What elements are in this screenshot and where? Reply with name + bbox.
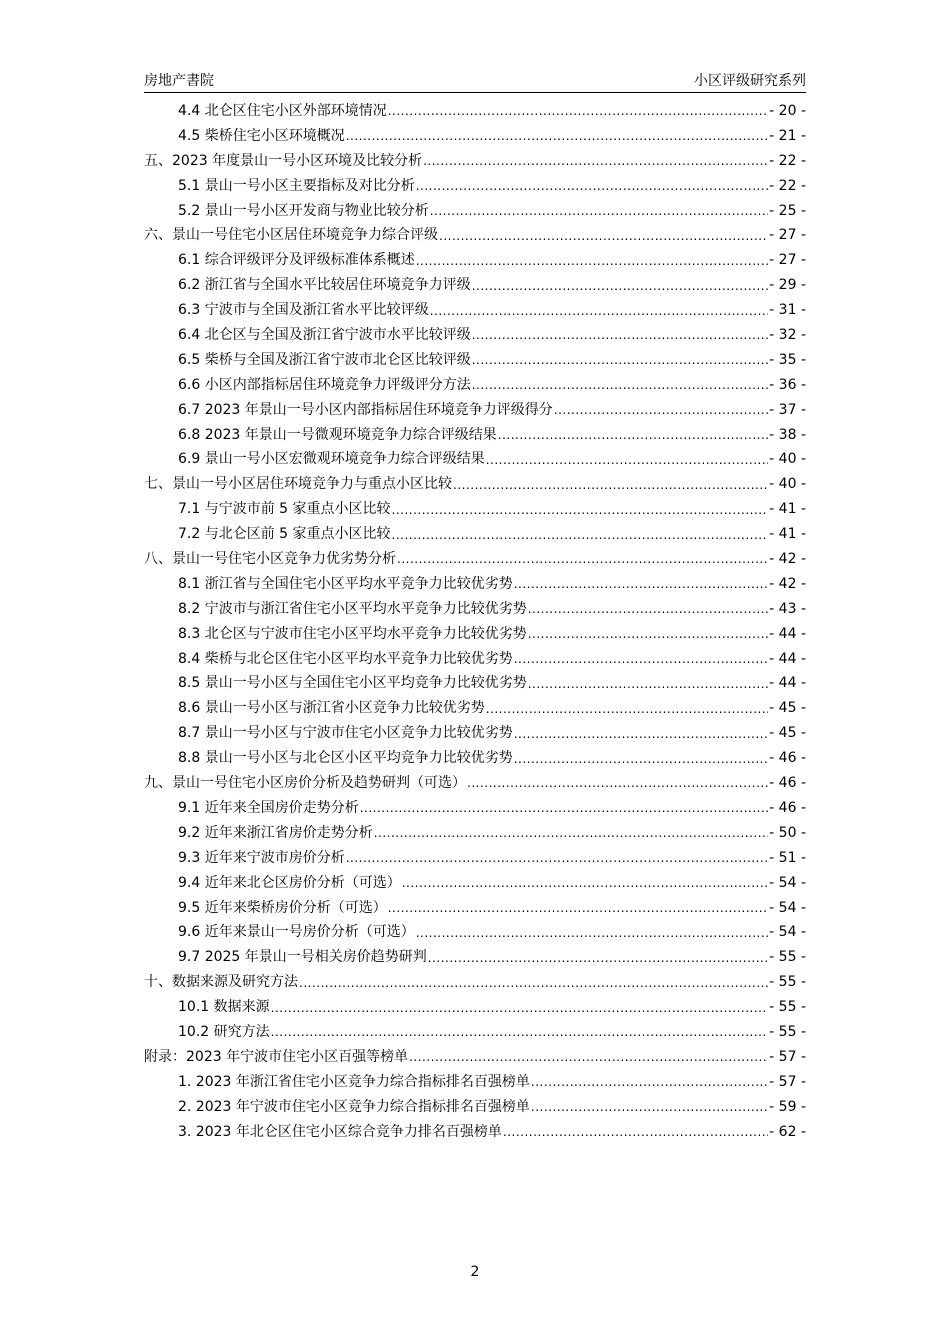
toc-leader-dots [388, 102, 768, 120]
toc-leader-dots [271, 1023, 769, 1041]
toc-entry-page: - 55 - [769, 949, 806, 966]
toc-entry-page: - 40 - [769, 476, 806, 493]
table-of-contents [144, 99, 806, 1144]
toc-entry-page: - 44 - [769, 625, 806, 642]
toc-entry[interactable] [144, 647, 806, 672]
toc-leader-dots [514, 725, 768, 743]
toc-entry-page: - 37 - [769, 401, 806, 418]
toc-entry[interactable] [144, 597, 806, 622]
toc-leader-dots [514, 575, 768, 593]
toc-entry[interactable] [144, 821, 806, 846]
toc-entry-title: 8.7 景山一号小区与宁波市住宅小区竞争力比较优劣势 [178, 725, 513, 742]
toc-entry[interactable] [144, 945, 806, 970]
toc-leader-dots [388, 899, 768, 917]
toc-leader-dots [514, 750, 768, 768]
toc-entry-title: 8.5 景山一号小区与全国住宅小区平均竞争力比较优劣势 [178, 675, 527, 692]
toc-entry-page: - 38 - [769, 426, 806, 443]
toc-entry-title: 6.6 小区内部指标居住环境竞争力评级评分方法 [178, 376, 471, 393]
toc-entry[interactable] [144, 124, 806, 149]
toc-entry-page: - 44 - [769, 675, 806, 692]
toc-entry[interactable] [144, 746, 806, 771]
toc-leader-dots [423, 152, 768, 170]
toc-entry-page: - 50 - [769, 824, 806, 841]
toc-entry-page: - 55 - [769, 974, 806, 991]
toc-entry-title: 9.7 2025 年景山一号相关房价趋势研判 [178, 949, 427, 966]
toc-entry-title: 8.6 景山一号小区与浙江省小区竞争力比较优劣势 [178, 700, 485, 717]
toc-entry-title: 9.3 近年来宁波市房价分析 [178, 849, 345, 866]
toc-entry-title: 8.8 景山一号小区与北仑区小区平均竞争力比较优劣势 [178, 750, 513, 767]
toc-entry-page: - 40 - [769, 451, 806, 468]
toc-leader-dots [392, 526, 769, 544]
toc-entry-title: 5.2 景山一号小区开发商与物业比较分析 [178, 202, 429, 219]
toc-entry[interactable] [144, 696, 806, 721]
toc-entry[interactable] [144, 223, 806, 248]
toc-entry[interactable] [144, 995, 806, 1020]
toc-entry[interactable] [144, 174, 806, 199]
toc-entry-title: 4.5 柴桥住宅小区环境概况 [178, 127, 345, 144]
toc-entry-title: 6.9 景山一号小区宏微观环境竞争力综合评级结果 [178, 451, 485, 468]
toc-entry-title: 8.1 浙江省与全国住宅小区平均水平竞争力比较优劣势 [178, 575, 513, 592]
toc-entry-title: 4.4 北仑区住宅小区外部环境情况 [178, 103, 387, 119]
toc-leader-dots [430, 302, 768, 320]
toc-entry[interactable] [144, 846, 806, 871]
toc-entry-page: - 36 - [769, 376, 806, 393]
toc-entry-title: 2. 2023 年宁波市住宅小区竞争力综合指标排名百强榜单 [178, 1098, 530, 1115]
toc-entry-page: - 45 - [769, 700, 806, 717]
toc-entry[interactable] [144, 622, 806, 647]
toc-entry[interactable] [144, 896, 806, 921]
toc-entry-page: - 54 - [769, 924, 806, 941]
toc-entry[interactable] [144, 1045, 806, 1070]
toc-entry-title: 6.1 综合评级评分及评级标准体系概述 [178, 252, 415, 269]
toc-entry[interactable] [144, 373, 806, 398]
toc-entry-title: 3. 2023 年北仑区住宅小区综合竞争力排名百强榜单 [178, 1123, 502, 1140]
toc-leader-dots [472, 376, 768, 394]
toc-entry-page: - 22 - [769, 177, 806, 194]
toc-entry-title: 10.1 数据来源 [178, 999, 270, 1016]
toc-entry-page: - 32 - [769, 327, 806, 344]
toc-entry-page: - 27 - [769, 252, 806, 269]
toc-entry-page: - 21 - [769, 127, 806, 144]
toc-entry[interactable] [144, 323, 806, 348]
toc-entry[interactable] [144, 547, 806, 572]
toc-entry-title: 十、数据来源及研究方法 [144, 974, 298, 991]
toc-entry[interactable] [144, 298, 806, 323]
toc-entry-title: 9.6 近年来景山一号房价分析（可选） [178, 924, 415, 941]
toc-entry[interactable] [144, 920, 806, 945]
toc-entry-title: 10.2 研究方法 [178, 1023, 270, 1040]
toc-leader-dots [486, 451, 768, 469]
toc-leader-dots [409, 1048, 768, 1066]
toc-leader-dots [514, 650, 768, 668]
toc-entry-title: 七、景山一号小区居住环境竞争力与重点小区比较 [144, 476, 452, 493]
toc-entry-title: 五、2023 年度景山一号小区环境及比较分析 [144, 152, 423, 169]
toc-leader-dots [498, 426, 768, 444]
toc-leader-dots [439, 227, 768, 245]
toc-leader-dots [486, 700, 768, 718]
toc-entry[interactable] [144, 522, 806, 547]
toc-leader-dots [472, 326, 768, 344]
toc-entry-title: 9.2 近年来浙江省房价走势分析 [178, 824, 373, 841]
toc-entry-title: 5.1 景山一号小区主要指标及对比分析 [178, 177, 415, 194]
toc-entry-page: - 35 - [769, 351, 806, 368]
toc-entry-title: 八、景山一号住宅小区竞争力优劣势分析 [144, 551, 396, 568]
toc-entry-page: - 57 - [769, 1048, 806, 1065]
toc-entry-title: 8.4 柴桥与北仑区住宅小区平均水平竞争力比较优劣势 [178, 650, 513, 667]
toc-entry[interactable] [144, 273, 806, 298]
toc-leader-dots [430, 202, 768, 220]
toc-entry-title: 六、景山一号住宅小区居住环境竞争力综合评级 [144, 227, 438, 244]
toc-entry[interactable] [144, 721, 806, 746]
toc-entry[interactable] [144, 348, 806, 373]
toc-leader-dots [397, 550, 768, 568]
toc-entry-title: 9.1 近年来全国房价走势分析 [178, 799, 359, 816]
toc-entry[interactable] [144, 771, 806, 796]
toc-entry[interactable] [144, 1070, 806, 1095]
toc-entry[interactable] [144, 796, 806, 821]
toc-entry-title: 8.2 宁波市与浙江省住宅小区平均水平竞争力比较优劣势 [178, 600, 527, 617]
toc-leader-dots [453, 476, 768, 494]
toc-entry-page: - 27 - [769, 227, 806, 244]
toc-leader-dots [531, 1098, 768, 1116]
toc-leader-dots [416, 252, 768, 270]
toc-entry-page: - 42 - [769, 575, 806, 592]
toc-entry-title: 7.2 与北仑区前 5 家重点小区比较 [178, 526, 391, 543]
toc-entry[interactable] [144, 149, 806, 174]
toc-leader-dots [392, 501, 769, 519]
toc-entry-title: 6.8 2023 年景山一号微观环境竞争力综合评级结果 [178, 426, 497, 443]
toc-leader-dots [528, 600, 768, 618]
toc-leader-dots [428, 949, 768, 967]
toc-entry[interactable] [144, 248, 806, 273]
toc-entry-page: - 46 - [769, 775, 806, 792]
toc-entry-title: 6.2 浙江省与全国水平比较居住环境竞争力评级 [178, 277, 471, 294]
toc-entry-title: 9.4 近年来北仑区房价分析（可选） [178, 874, 401, 891]
toc-entry-page: - 41 - [769, 526, 806, 543]
toc-entry-page: - 43 - [769, 600, 806, 617]
toc-entry-title: 6.3 宁波市与全国及浙江省水平比较评级 [178, 302, 429, 319]
toc-leader-dots [402, 874, 768, 892]
toc-entry[interactable] [144, 970, 806, 995]
toc-entry-page: - 54 - [769, 899, 806, 916]
toc-entry[interactable] [144, 1120, 806, 1145]
toc-leader-dots [467, 774, 768, 792]
toc-entry[interactable] [144, 99, 806, 124]
toc-leader-dots [299, 974, 768, 992]
header-publisher: 房地产書院 [144, 73, 214, 89]
toc-entry-page: - 45 - [769, 725, 806, 742]
toc-leader-dots [528, 625, 768, 643]
toc-leader-dots [346, 127, 768, 145]
toc-leader-dots [528, 675, 768, 693]
toc-leader-dots [554, 401, 768, 419]
toc-leader-dots [271, 999, 769, 1017]
toc-entry-title: 6.7 2023 年景山一号小区内部指标居住环境竞争力评级得分 [178, 401, 553, 418]
toc-entry-page: - 20 - [769, 103, 806, 119]
toc-entry[interactable] [144, 472, 806, 497]
toc-entry-title: 附录：2023 年宁波市住宅小区百强等榜单 [144, 1048, 409, 1065]
toc-entry-page: - 44 - [769, 650, 806, 667]
toc-entry-page: - 59 - [769, 1098, 806, 1115]
toc-leader-dots [360, 799, 768, 817]
toc-entry[interactable] [144, 572, 806, 597]
toc-entry[interactable] [144, 423, 806, 448]
toc-leader-dots [416, 924, 768, 942]
toc-entry-page: - 41 - [769, 501, 806, 518]
toc-entry-title: 6.5 柴桥与全国及浙江省宁波市北仑区比较评级 [178, 351, 471, 368]
toc-entry-page: - 54 - [769, 874, 806, 891]
toc-leader-dots [472, 351, 768, 369]
toc-entry-title: 1. 2023 年浙江省住宅小区竞争力综合指标排名百强榜单 [178, 1073, 530, 1090]
toc-leader-dots [472, 277, 768, 295]
toc-entry-title: 九、景山一号住宅小区房价分析及趋势研判（可选） [144, 775, 466, 792]
toc-entry-page: - 31 - [769, 302, 806, 319]
toc-leader-dots [374, 824, 768, 842]
toc-entry-page: - 46 - [769, 799, 806, 816]
page-header [144, 64, 806, 93]
toc-entry-page: - 55 - [769, 999, 806, 1016]
toc-entry-page: - 42 - [769, 551, 806, 568]
toc-entry[interactable] [144, 1020, 806, 1045]
toc-entry-title: 9.5 近年来柴桥房价分析（可选） [178, 899, 387, 916]
toc-entry-page: - 62 - [769, 1123, 806, 1140]
toc-entry-page: - 51 - [769, 849, 806, 866]
toc-entry[interactable] [144, 447, 806, 472]
header-series-title: 小区评级研究系列 [694, 73, 806, 89]
toc-leader-dots [416, 177, 768, 195]
toc-entry[interactable] [144, 671, 806, 696]
toc-entry[interactable] [144, 398, 806, 423]
toc-entry-page: - 29 - [769, 277, 806, 294]
toc-entry[interactable] [144, 497, 806, 522]
toc-entry-title: 7.1 与宁波市前 5 家重点小区比较 [178, 501, 391, 518]
toc-entry-title: 6.4 北仑区与全国及浙江省宁波市水平比较评级 [178, 327, 471, 344]
toc-leader-dots [503, 1123, 768, 1141]
toc-entry-page: - 46 - [769, 750, 806, 767]
toc-entry-title: 8.3 北仑区与宁波市住宅小区平均水平竞争力比较优劣势 [178, 625, 527, 642]
toc-entry[interactable] [144, 1095, 806, 1120]
toc-leader-dots [346, 849, 768, 867]
toc-leader-dots [531, 1073, 768, 1091]
toc-entry-page: - 57 - [769, 1073, 806, 1090]
toc-entry-page: - 22 - [769, 152, 806, 169]
page-number: 2 [470, 1264, 480, 1280]
toc-entry-page: - 55 - [769, 1023, 806, 1040]
toc-entry[interactable] [144, 871, 806, 896]
toc-entry[interactable] [144, 199, 806, 224]
toc-entry-page: - 25 - [769, 202, 806, 219]
